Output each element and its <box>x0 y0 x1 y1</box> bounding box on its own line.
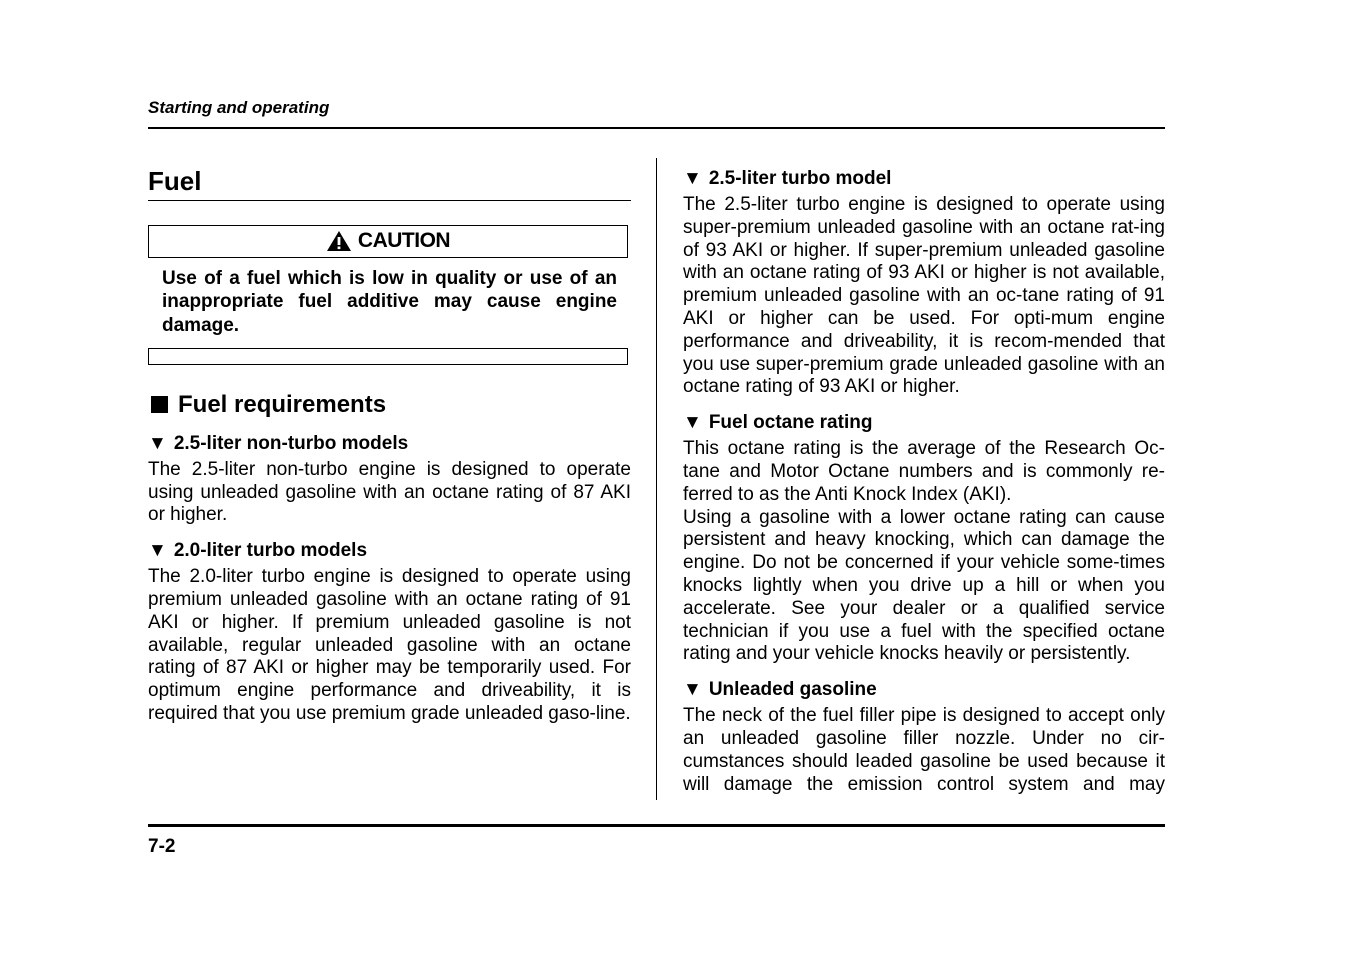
caution-header-box <box>148 225 628 258</box>
turbo-20-heading-text: 2.0-liter turbo models <box>173 540 368 562</box>
non-turbo-heading <box>148 431 631 456</box>
right-column <box>683 166 1165 796</box>
turbo-25-body: The 2.5-liter turbo engine is designed to operate using super-premium unleaded gasoline with an octane rat-ing of 93 AKI or higher. If super-premium unleaded gasoline with an octane rating of 93 AKI or higher is not available, premium unleaded gasoline with an oc-tane rating of 91 AKI or higher can be used. For opti-mum engine performance and driveability, it is recom-mended that you use super-premium grade unleaded gasoline with an octane rating of 93 AKI or higher. <box>683 194 1165 398</box>
unleaded-heading-text: Unleaded gasoline <box>708 679 877 701</box>
fuel-requirements-heading <box>148 390 631 420</box>
triangle-down-icon: ▼ <box>683 679 702 701</box>
triangle-down-icon: ▼ <box>683 412 702 434</box>
non-turbo-body: The 2.5-liter non-turbo engine is designed to operate using unleaded gasoline with an octane rating of 87 AKI or higher. <box>148 458 631 526</box>
triangle-down-icon: ▼ <box>148 540 167 562</box>
octane-heading-text: Fuel octane rating <box>708 412 873 434</box>
section-title: Fuel <box>148 164 631 201</box>
caution-text: Use of a fuel which is low in quality or use of an inappropriate fuel additive may cause engine damage. <box>162 268 617 336</box>
turbo-20-heading <box>148 538 631 563</box>
unleaded-heading <box>683 677 1165 702</box>
octane-heading <box>683 410 1165 435</box>
unleaded-body: The neck of the fuel filler pipe is designed to accept only an unleaded gasoline filler nozzle. Under no cir-cumstances should leaded gasoline be used because it will damage the emission control system and may <box>683 705 1165 795</box>
running-header: Starting and operating <box>148 98 330 117</box>
turbo-20-body: The 2.0-liter turbo engine is designed to operate using premium unleaded gasoline with an octane rating of 91 AKI or higher. If premium unleaded gasoline is not available, regular unleaded gasoline with an octane rating of 87 AKI or higher may be temporarily used. For optimum engine performance and driveability, it is required that you use premium grade unleaded gaso-line. <box>148 566 631 725</box>
turbo-25-heading-text: 2.5-liter turbo model <box>708 168 892 189</box>
caution-label: CAUTION <box>357 229 451 253</box>
non-turbo-heading-text: 2.5-liter non-turbo models <box>173 432 409 454</box>
turbo-25-heading <box>683 166 1165 191</box>
caution-footer-box <box>148 348 628 365</box>
fuel-requirements-label: Fuel requirements <box>178 390 387 418</box>
triangle-down-icon: ▼ <box>683 168 702 189</box>
warning-icon <box>326 230 352 252</box>
triangle-down-icon: ▼ <box>148 432 167 454</box>
octane-body-2: Using a gasoline with a lower octane rating can cause persistent and heavy knocking, which can damage the engine. Do not be concerned if your vehicle some-times knocks lightly when you drive up a hill or when you accelerate. See your dealer or a qualified service technician if you use a fuel with the specified octane rating and your vehicle knocks heavily or persistently. <box>683 506 1165 665</box>
column-divider <box>656 158 657 800</box>
footer-rule <box>148 824 1165 827</box>
square-bullet-icon <box>151 396 168 413</box>
header-rule <box>148 127 1165 129</box>
octane-body-1: This octane rating is the average of the Research Oc-tane and Motor Octane numbers and is commonly re-ferred to as the Anti Knock Index (AKI). <box>683 438 1165 505</box>
left-column <box>148 164 631 726</box>
page-number: 7-2 <box>148 836 176 857</box>
